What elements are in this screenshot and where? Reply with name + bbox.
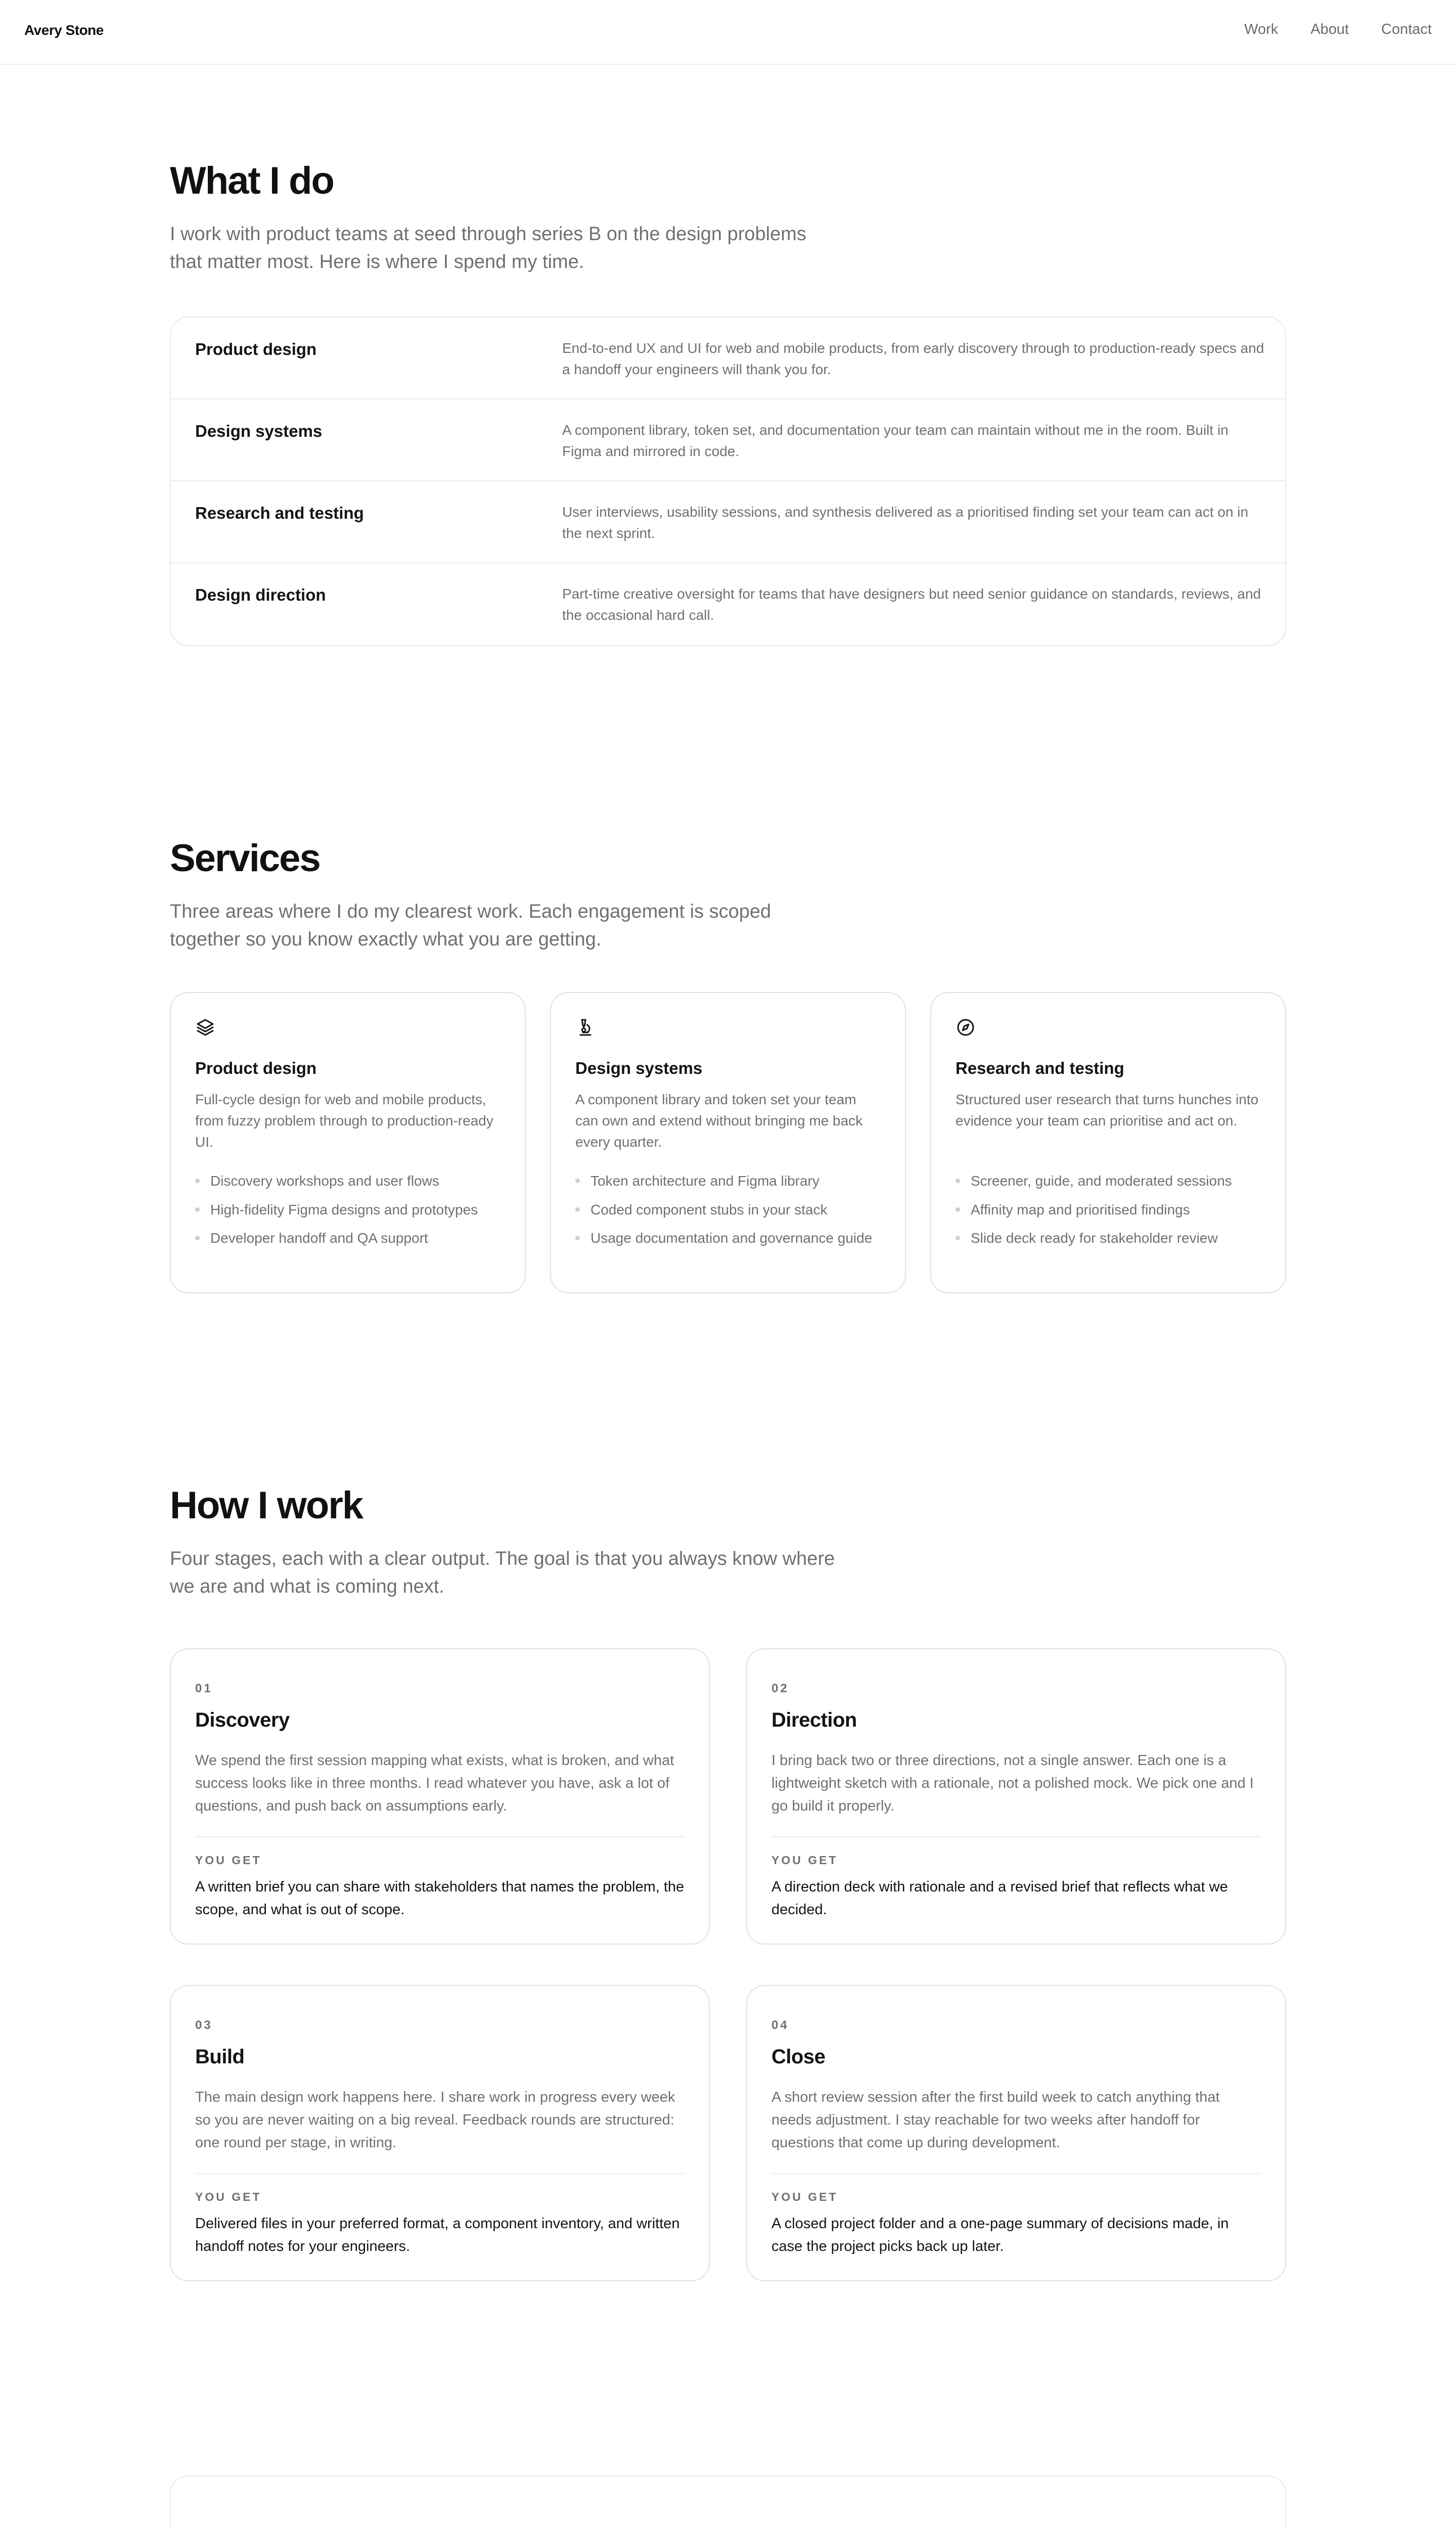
- row-desc: End-to-end UX and UI for web and mobile products, from early discovery through to production-ready specs and a handoff your engineers will thank you for.: [562, 340, 1264, 377]
- list-item: Slide deck ready for stakeholder review: [956, 1228, 1264, 1249]
- step-output: A written brief you can share with stakeholders that names the problem, the scope, and what is out of scope.: [195, 1879, 685, 1918]
- step-number: 04: [771, 2018, 789, 2032]
- step-number: 01: [195, 1682, 213, 1695]
- you-get-label: YOU GET: [771, 1854, 838, 1867]
- section-lead: Four stages, each with a clear output. The goal is that you always know where we are and what is coming next.: [170, 1548, 835, 1597]
- step-title: Build: [195, 2046, 245, 2068]
- list-item: Developer handoff and QA support: [195, 1228, 504, 1249]
- nav-link-work[interactable]: Work: [1244, 21, 1279, 37]
- divider: [195, 2173, 685, 2174]
- top-nav: [1244, 21, 1432, 38]
- list-item: Discovery workshops and user flows: [195, 1171, 504, 1192]
- nav-link-about[interactable]: About: [1310, 21, 1349, 37]
- step-title: Discovery: [195, 1709, 290, 1731]
- table-row: [171, 318, 1285, 399]
- service-title: Research and testing: [956, 1059, 1124, 1077]
- service-desc: Structured user research that turns hunches into evidence your team can prioritise and act on.: [956, 1092, 1259, 1128]
- you-get-label: YOU GET: [771, 2190, 838, 2203]
- row-name: Design direction: [195, 585, 326, 604]
- step-desc: A short review session after the first build week to catch anything that needs adjustment. I stay reachable for two weeks after handoff for questions that come up during development.: [771, 2089, 1220, 2151]
- service-card: [930, 992, 1286, 1293]
- row-desc: Part-time creative oversight for teams that have designers but need senior guidance on standards, reviews, and the occasional hard call.: [562, 586, 1261, 623]
- what-i-do-section: [170, 159, 1286, 623]
- list-item: Screener, guide, and moderated sessions: [956, 1171, 1264, 1192]
- you-get-label: YOU GET: [195, 1854, 262, 1867]
- service-title: Product design: [195, 1059, 317, 1077]
- table-row: [171, 563, 1285, 645]
- list-item: Usage documentation and governance guide: [575, 1228, 884, 1249]
- nav-link-contact[interactable]: Contact: [1381, 21, 1432, 37]
- divider: [771, 1836, 1261, 1837]
- services-grid: [170, 992, 1286, 1293]
- step-desc: I bring back two or three directions, not a single answer. Each one is a lightweight sketch with a rationale, not a polished mock. We pick one and I go build it properly.: [771, 1752, 1254, 1814]
- what-i-do-table: [170, 317, 1286, 646]
- layers-icon: [195, 1031, 215, 1040]
- step-desc: The main design work happens here. I share work in progress every week so you are never waiting on a big reveal. Feedback rounds are structured: one round per stage, in writing.: [195, 2089, 675, 2151]
- step-output: A closed project folder and a one-page summary of decisions made, in case the project picks back up later.: [771, 2216, 1229, 2254]
- service-title: Design systems: [575, 1059, 703, 1077]
- step-number: 02: [771, 1682, 789, 1695]
- row-name: Research and testing: [195, 504, 364, 522]
- you-get-label: YOU GET: [195, 2190, 262, 2203]
- divider: [771, 2173, 1261, 2174]
- step-output: A direction deck with rationale and a revised brief that reflects what we decided.: [771, 1879, 1228, 1918]
- brand-logo[interactable]: Avery Stone: [24, 22, 104, 38]
- table-row: [171, 399, 1285, 481]
- section-title: How I work: [170, 1484, 363, 1527]
- microscope-icon: [575, 1031, 596, 1040]
- list-item: Affinity map and prioritised findings: [956, 1200, 1264, 1221]
- step-card-direction: [746, 1648, 1286, 1945]
- row-name: Design systems: [195, 422, 323, 440]
- service-desc: A component library and token set your team can own and extend without bringing me back every quarter.: [575, 1092, 863, 1150]
- section-title: Services: [170, 837, 320, 880]
- row-name: Product design: [195, 340, 317, 358]
- step-card-discovery: [170, 1648, 710, 1945]
- compass-icon: [956, 1031, 976, 1040]
- step-output: Delivered files in your preferred format, a component inventory, and written handoff notes for your engineers.: [195, 2216, 680, 2254]
- table-row: [171, 481, 1285, 563]
- section-lead: Three areas where I do my clearest work. Each engagement is scoped together so you know exactly what you are getting.: [170, 900, 771, 950]
- row-desc: User interviews, usability sessions, and synthesis delivered as a prioritised finding set your team can act on in the next sprint.: [562, 504, 1249, 541]
- cta-section: [170, 2475, 1286, 2528]
- site-header: [0, 0, 1456, 65]
- list-item: Token architecture and Figma library: [575, 1171, 884, 1192]
- list-item: High-fidelity Figma designs and prototypes: [195, 1200, 504, 1221]
- step-title: Close: [771, 2046, 826, 2068]
- service-list: [195, 1171, 504, 1257]
- service-card: [550, 992, 906, 1293]
- list-item: Coded component stubs in your stack: [575, 1200, 884, 1221]
- divider: [195, 1836, 685, 1837]
- service-list: [956, 1171, 1264, 1257]
- how-i-work-section: [170, 1484, 1286, 2254]
- step-card-build: [170, 1985, 710, 2281]
- service-list: [575, 1171, 884, 1257]
- step-desc: We spend the first session mapping what exists, what is broken, and what success looks like in three months. I read whatever you have, ask a lot of questions, and push back on assumptions early.: [195, 1752, 674, 1814]
- step-title: Direction: [771, 1709, 857, 1731]
- service-desc: Full-cycle design for web and mobile products, from fuzzy problem through to production-ready UI.: [195, 1092, 493, 1150]
- service-card: [170, 992, 526, 1293]
- step-number: 03: [195, 2018, 213, 2032]
- section-lead: I work with product teams at seed through series B on the design problems that matter most. Here is where I spend my time.: [170, 223, 806, 273]
- step-card-close: [746, 1985, 1286, 2281]
- services-section: [170, 837, 1286, 1246]
- section-title: What I do: [170, 159, 334, 202]
- row-desc: A component library, token set, and documentation your team can maintain without me in the room. Built in Figma and mirrored in code.: [562, 422, 1228, 459]
